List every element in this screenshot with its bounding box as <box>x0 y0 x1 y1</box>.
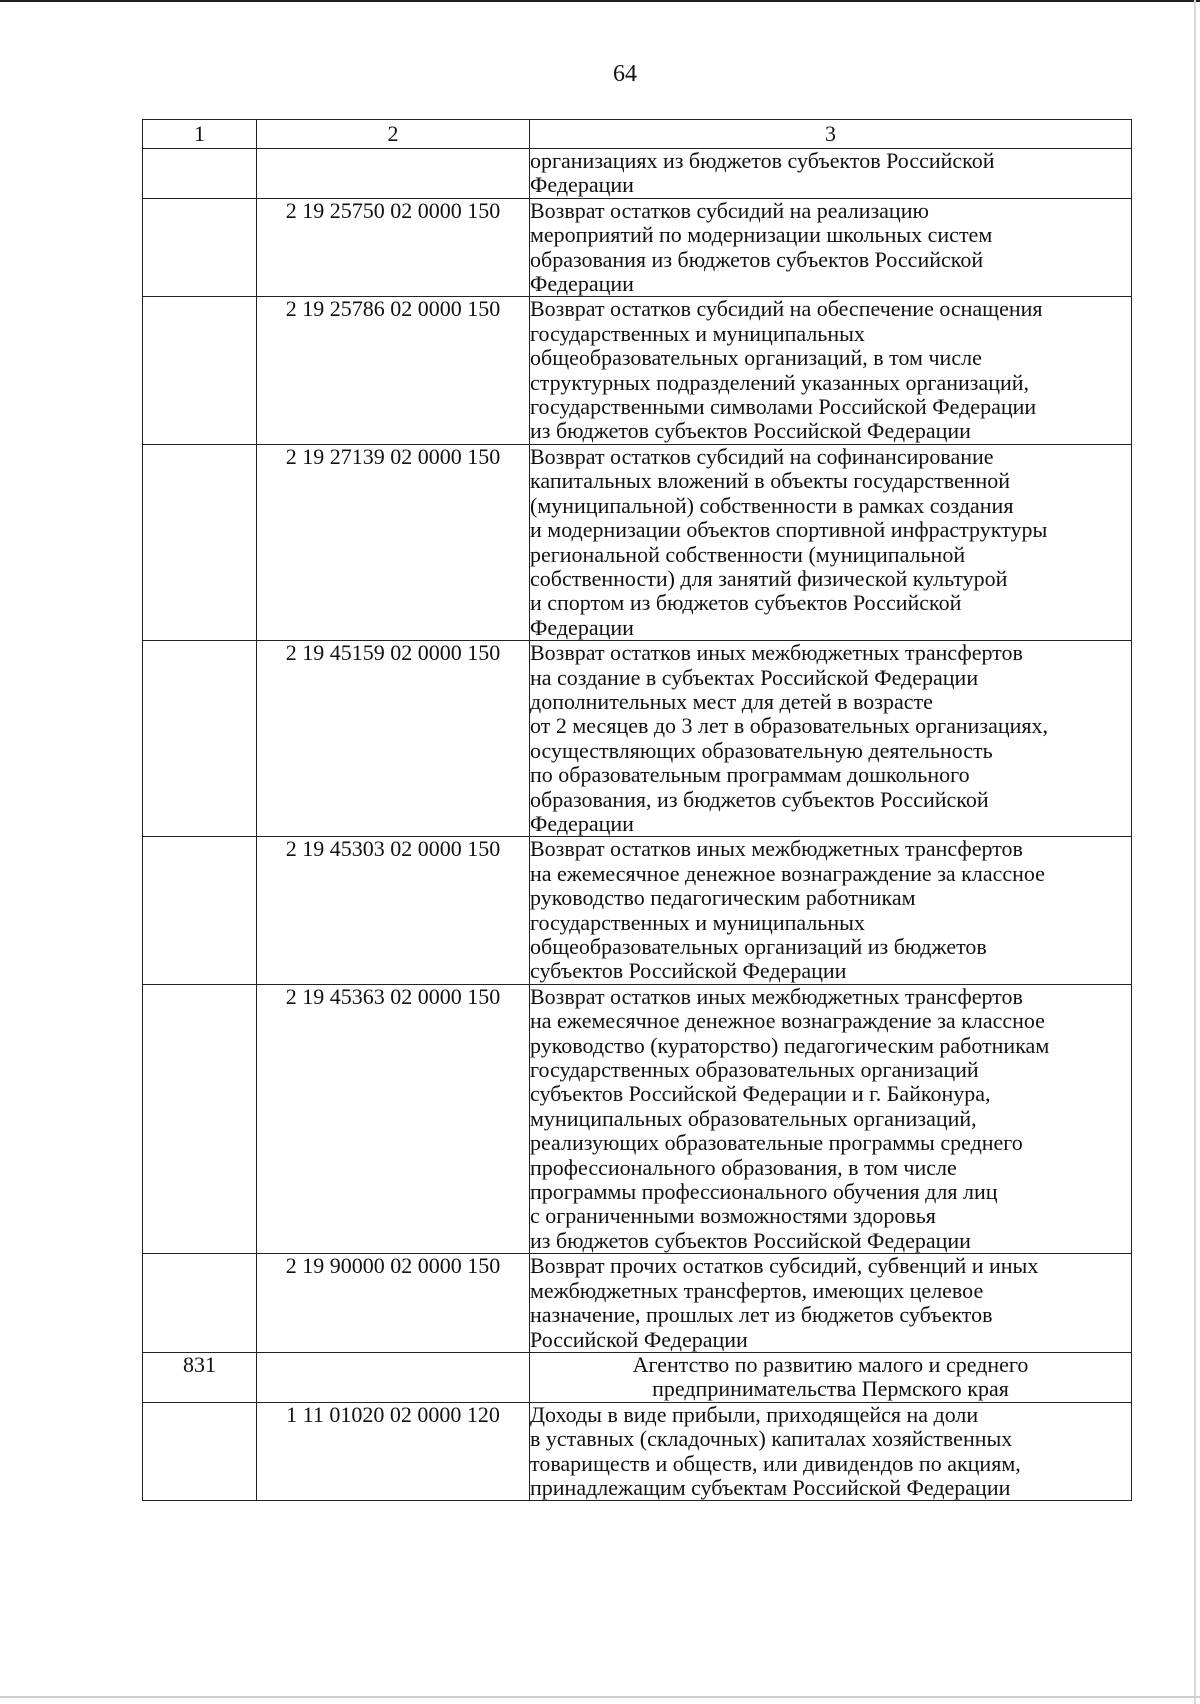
description-line: назначение, прошлых лет из бюджетов субъектов <box>530 1302 993 1328</box>
description-line: Возврат остатков субсидий на реализацию <box>530 197 929 223</box>
description-line: по образовательным программам дошкольного <box>530 762 970 788</box>
row-revenue-code: 2 19 45303 02 0000 150 <box>257 837 530 984</box>
row-description <box>530 198 1132 297</box>
row-revenue-code: 2 19 90000 02 0000 150 <box>257 1254 530 1353</box>
description-line: Возврат остатков субсидий на софинансирование <box>530 443 994 469</box>
description-line: Возврат остатков иных межбюджетных трансфертов <box>530 836 1023 862</box>
description-line: государственных образовательных организаций <box>530 1057 979 1083</box>
table-row <box>143 641 1132 837</box>
description-line: Федерации <box>530 614 634 640</box>
description-line: профессионального образования, в том числе <box>530 1154 957 1180</box>
row-admin-code <box>143 1254 257 1353</box>
description-line: из бюджетов субъектов Российской Федерации <box>530 1227 971 1253</box>
scan-edge-top <box>0 0 1200 2</box>
description-line: Возврат остатков иных межбюджетных трансфертов <box>530 640 1023 666</box>
table-row <box>143 1402 1132 1501</box>
row-description <box>530 1254 1132 1353</box>
description-line: на ежемесячное денежное вознаграждение за классное <box>530 1008 1045 1034</box>
description-line: в уставных (складочных) капиталах хозяйственных <box>530 1426 1013 1452</box>
row-description <box>530 641 1132 837</box>
description-line: межбюджетных трансфертов, имеющих целевое <box>530 1277 984 1303</box>
description-line: принадлежащим субъектам Российской Федерации <box>530 1474 1011 1500</box>
description-line: (муниципальной) собственности в рамках создания <box>530 492 1014 518</box>
description-line: общеобразовательных организаций из бюджетов <box>530 934 987 959</box>
row-revenue-code: 2 19 25786 02 0000 150 <box>257 297 530 444</box>
description-line: организациях из бюджетов субъектов Российской <box>530 148 995 173</box>
description-line: от 2 месяцев до 3 лет в образовательных организациях, <box>530 713 1049 739</box>
row-description <box>530 984 1132 1253</box>
description-line: муниципальных образовательных организаций, <box>530 1105 977 1131</box>
description-line: образования, из бюджетов субъектов Российской <box>530 786 989 812</box>
row-revenue-code: 2 19 45159 02 0000 150 <box>257 641 530 837</box>
description-line: и спортом из бюджетов субъектов Российской <box>530 590 962 616</box>
description-line: реализующих образовательные программы среднего <box>530 1130 1023 1156</box>
table-row <box>143 984 1132 1253</box>
description-line: осуществляющих образовательную деятельность <box>530 737 993 763</box>
header-col-3: 3 <box>530 120 1132 149</box>
agency-name <box>530 1352 1132 1402</box>
row-revenue-code: 2 19 27139 02 0000 150 <box>257 444 530 640</box>
description-line: Российской Федерации <box>530 1326 748 1352</box>
description-line: на ежемесячное денежное вознаграждение за классное <box>530 860 1045 886</box>
description-line: Федерации <box>530 172 634 198</box>
row-admin-code <box>143 149 257 199</box>
row-admin-code <box>143 1402 257 1501</box>
description-line: Федерации <box>530 271 634 297</box>
description-line: с ограниченными возможностями здоровья <box>530 1203 936 1229</box>
row-revenue-code: 2 19 25750 02 0000 150 <box>257 198 530 297</box>
description-line: Федерации <box>530 810 634 836</box>
agency-name-line: Агентство по развитию малого и среднего <box>632 1351 1029 1377</box>
description-line: капитальных вложений в объекты государственной <box>530 468 1011 494</box>
header-col-1: 1 <box>143 120 257 149</box>
row-revenue-code <box>257 149 530 199</box>
table-row <box>143 149 1132 199</box>
description-line: структурных подразделений указанных организаций, <box>530 369 1030 395</box>
description-line: и модернизации объектов спортивной инфраструктуры <box>530 517 1048 543</box>
description-line: субъектов Российской Федерации <box>530 958 847 984</box>
row-description <box>530 837 1132 984</box>
table-row <box>143 444 1132 640</box>
description-line: Возврат остатков субсидий на обеспечение оснащения <box>530 296 1043 322</box>
agency-empty-cell <box>257 1352 530 1402</box>
row-revenue-code: 1 11 01020 02 0000 120 <box>257 1402 530 1501</box>
row-admin-code <box>143 297 257 444</box>
scan-edge-bottom <box>0 1696 1200 1698</box>
description-line: образования из бюджетов субъектов Российской <box>530 246 984 272</box>
description-line: товариществ и обществ, или дивидендов по акциям, <box>530 1450 1021 1476</box>
agency-code: 831 <box>143 1352 257 1402</box>
description-line: Возврат остатков иных межбюджетных трансфертов <box>530 983 1023 1009</box>
description-line: собственности) для занятий физической культурой <box>530 565 1008 591</box>
description-line: общеобразовательных организаций, в том числе <box>530 345 982 371</box>
scan-edge-right <box>1194 0 1196 1704</box>
row-description <box>530 149 1132 199</box>
description-line: дополнительных мест для детей в возрасте <box>530 688 933 714</box>
description-line: государственных и муниципальных <box>530 909 865 935</box>
description-line: Доходы в виде прибыли, приходящейся на доли <box>530 1401 979 1427</box>
table-header-row <box>143 120 1132 149</box>
row-description <box>530 297 1132 444</box>
description-line: государственных и муниципальных <box>530 320 865 346</box>
description-line: Возврат прочих остатков субсидий, субвенций и иных <box>530 1253 1039 1279</box>
row-admin-code <box>143 837 257 984</box>
row-admin-code <box>143 198 257 297</box>
agency-row <box>143 1352 1132 1402</box>
page-number: 64 <box>613 61 637 87</box>
table-row <box>143 837 1132 984</box>
description-line: на создание в субъектах Российской Федерации <box>530 664 979 690</box>
row-description <box>530 1402 1132 1501</box>
header-col-2: 2 <box>257 120 530 149</box>
table-row <box>143 297 1132 444</box>
agency-name-line: предпринимательства Пермского края <box>652 1376 1009 1402</box>
table-row <box>143 1254 1132 1353</box>
description-line: программы профессионального обучения для лиц <box>530 1179 998 1205</box>
description-line: руководство педагогическим работникам <box>530 885 916 911</box>
description-line: из бюджетов субъектов Российской Федерации <box>530 418 971 444</box>
description-line: мероприятий по модернизации школьных систем <box>530 222 993 248</box>
row-admin-code <box>143 641 257 837</box>
revenue-codes-table <box>142 119 1132 1501</box>
row-admin-code <box>143 984 257 1253</box>
description-line: субъектов Российской Федерации и г. Байконура, <box>530 1081 991 1107</box>
description-line: руководство (кураторство) педагогическим работникам <box>530 1032 1050 1058</box>
row-admin-code <box>143 444 257 640</box>
table-row <box>143 198 1132 297</box>
description-line: региональной собственности (муниципальной <box>530 541 966 567</box>
description-line: государственными символами Российской Федерации <box>530 394 1037 420</box>
row-description <box>530 444 1132 640</box>
row-revenue-code: 2 19 45363 02 0000 150 <box>257 984 530 1253</box>
